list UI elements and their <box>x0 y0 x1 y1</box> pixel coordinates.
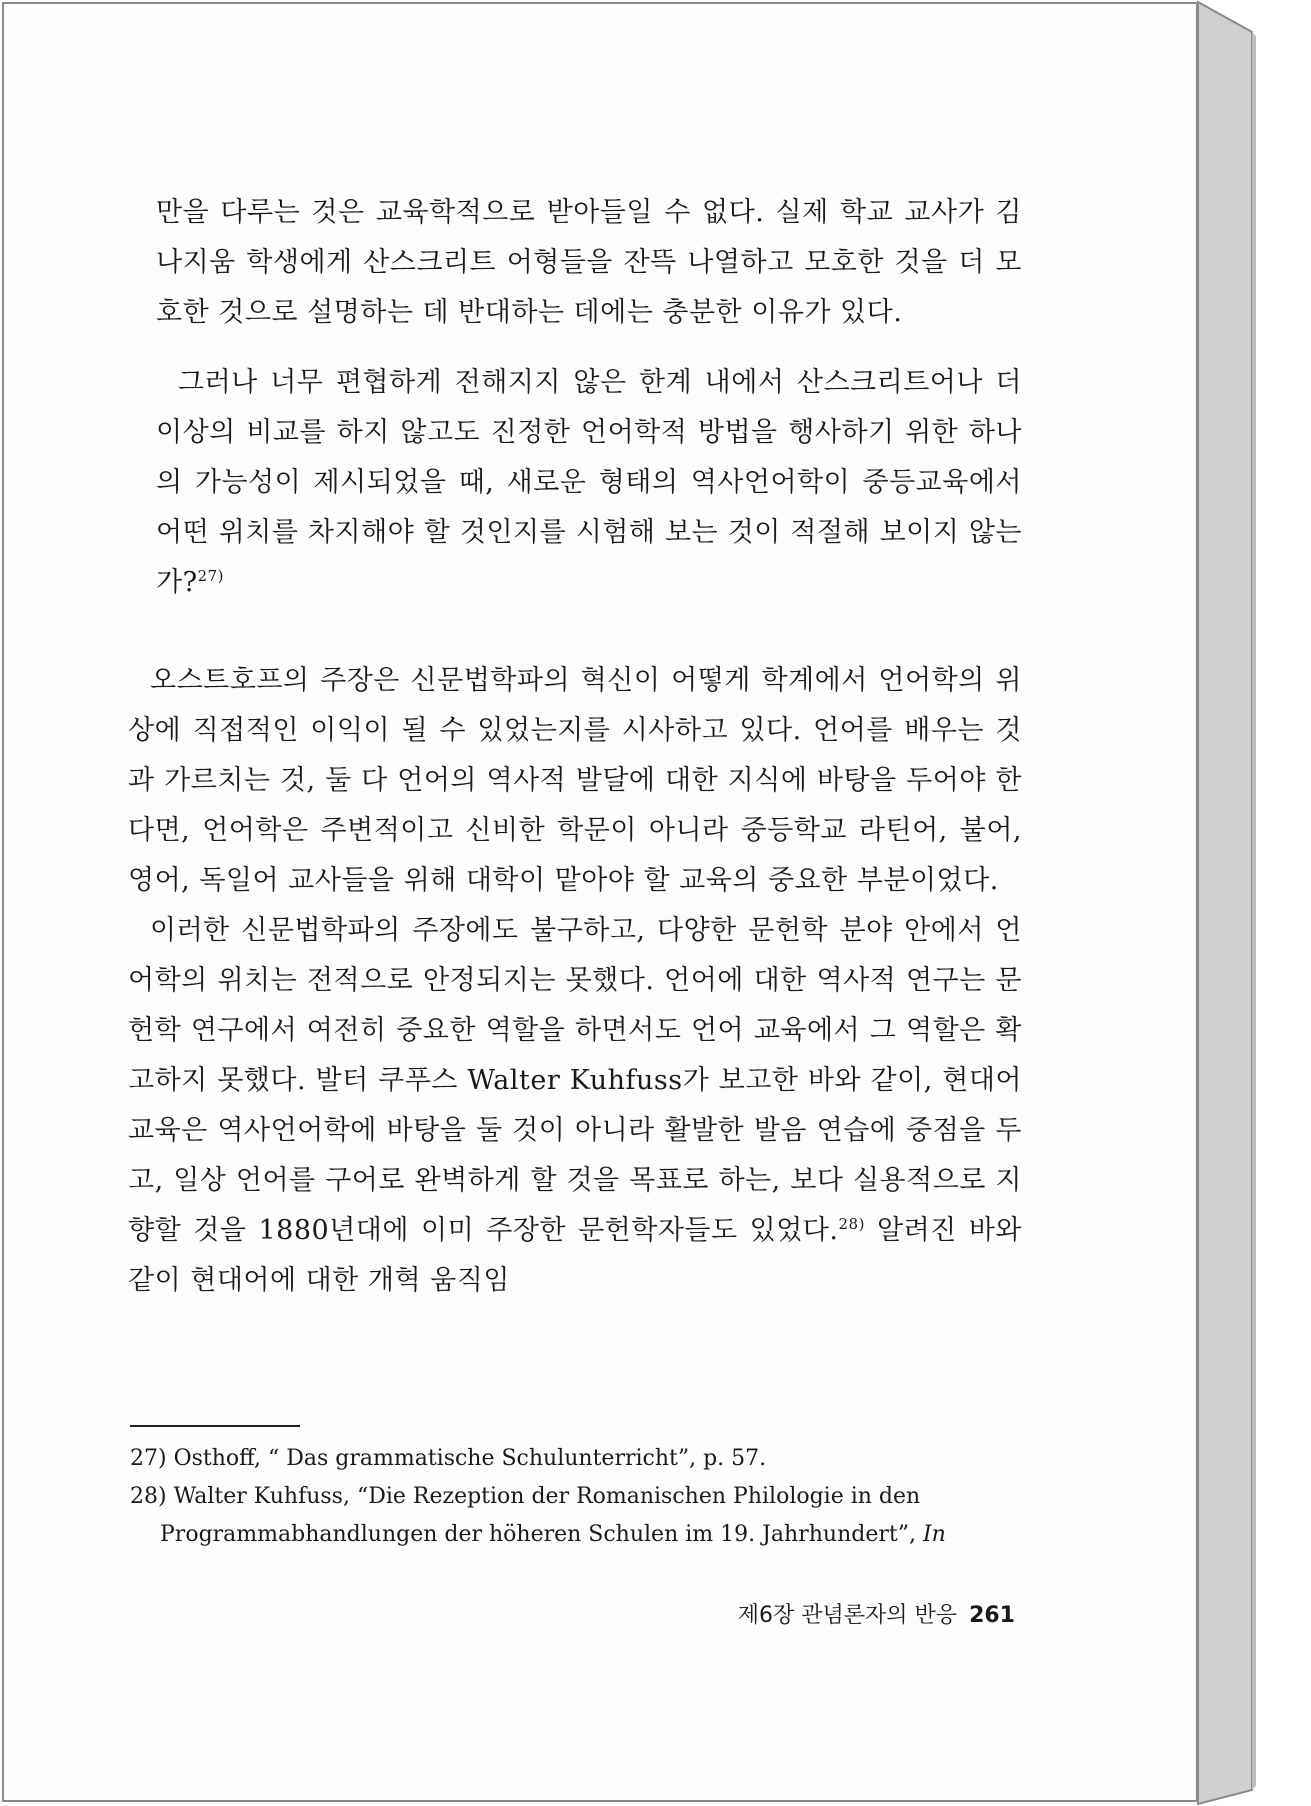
footnote-27: 27) Osthoff, “ Das grammatische Schulunterricht”, p. 57. <box>130 1446 767 1471</box>
body-paragraph-2-continued: 알려진 바와 같이 현대어에 대한 개혁 움직임 <box>128 1215 1023 1296</box>
chapter-title: 제6장 관념론자의 반응 <box>737 1603 958 1628</box>
footnote-28-text: Programmabhandlungen der höheren Schulen im 19. Jahrhundert”, <box>160 1522 923 1547</box>
body-text <box>128 656 1022 1306</box>
main-content <box>130 188 1022 1306</box>
footnote-divider <box>130 1425 300 1427</box>
quote-paragraph-2-text: 그러나 너무 편협하게 전해지지 않은 한계 내에서 산스크리트어나 더 이상의 비교를 하지 않고도 진정한 언어학적 방법을 행사하기 위한 하나의 가능성이 제시되었을 때, 새로운 형태의 역사언어학이 중등교육에서 어떤 위치를 차지해야 할 것인지를 시험해 보는 것이 적절해 보이지 않는가? <box>156 367 1022 598</box>
footnote-28-italic: In <box>922 1522 946 1547</box>
footnote-28-line-2 <box>130 1516 1022 1554</box>
block-quote <box>156 188 1022 608</box>
quote-paragraph-1: 만을 다루는 것은 교육학적으로 받아들일 수 없다. 실제 학교 교사가 김나지움 학생에게 산스크리트 어형들을 잔뜩 나열하고 모호한 것을 더 모호한 것으로 설명하는 데 반대하는 데에는 충분한 이유가 있다. <box>156 197 1022 328</box>
footnote-ref-28[interactable]: 28) <box>838 1215 865 1233</box>
footnote-28-line-1: 28) Walter Kuhfuss, “Die Rezeption der Romanischen Philologie in den <box>130 1484 921 1509</box>
body-paragraph-2 <box>128 906 1022 1306</box>
footnotes <box>130 1440 1022 1554</box>
body-paragraph-2-text: 이러한 신문법학파의 주장에도 불구하고, 다양한 문헌학 분야 안에서 언어학의 위치는 전적으로 안정되지는 못했다. 언어에 대한 역사적 연구는 문헌학 연구에서 여전히 중요한 역할을 하면서도 언어 교육에서 그 역할은 확고하지 못했다. 발터 쿠푸스 Walter Kuhfuss가 보고한 바와 같이, 현대어 교육은 역사언어학에 바탕을 둘 것이 아니라 활발한 발음 연습에 중점을 두고, 일상 언어를 구어로 완벽하게 할 것을 목표로 하는, 보다 실용적으로 지향할 것을 1880년대에 이미 주장한 문헌학자들도 있었다. <box>128 915 1022 1246</box>
running-footer <box>738 1598 1015 1629</box>
page-number: 261 <box>969 1603 1015 1628</box>
quote-paragraph-2 <box>156 358 1022 608</box>
body-paragraph-1: 오스트호프의 주장은 신문법학파의 혁신이 어떻게 학계에서 언어학의 위상에 직접적인 이익이 될 수 있었는지를 시사하고 있다. 언어를 배우는 것과 가르치는 것, 둘 다 언어의 역사적 발달에 대한 지식에 바탕을 두어야 한다면, 언어학은 주변적이고 신비한 학문이 아니라 중등학교 라틴어, 불어, 영어, 독일어 교사들을 위해 대학이 맡아야 할 교육의 중요한 부분이었다. <box>128 665 1022 896</box>
footnote-ref-27[interactable]: 27) <box>197 567 225 585</box>
